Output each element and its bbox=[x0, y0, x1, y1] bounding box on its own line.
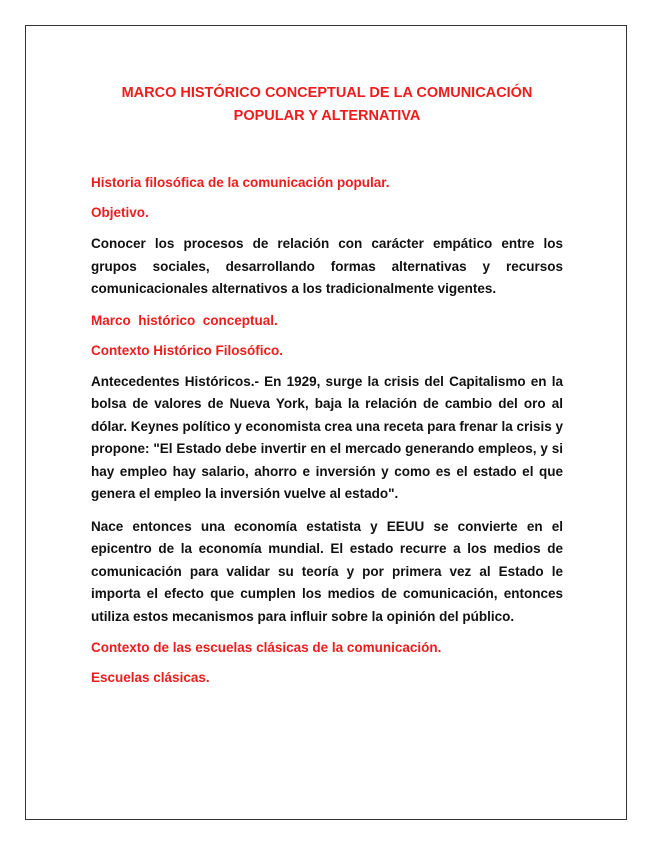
document-body bbox=[91, 173, 563, 698]
heading-contexto-historico: Contexto Histórico Filosófico. bbox=[91, 342, 284, 358]
heading-objetivo: Objetivo. bbox=[91, 205, 149, 220]
paragraph-economia-estatista: Nace entonces una economía estatista y EEUU se convierte en el epicentro de la economía mundial. El estado recurre a los medios de comunicación para validar su teoría y por primera vez al Estado le importa el efecto que cumplen los medios de comunicación, entonces utiliza estos mecanismos para influir sobre la opinión del público. bbox=[91, 518, 563, 624]
document-title: MARCO HISTÓRICO CONCEPTUAL DE LA COMUNICACIÓN POPULAR Y ALTERNATIVA bbox=[121, 85, 533, 124]
heading-contexto-escuelas: Contexto de las escuelas clásicas de la comunicación. bbox=[91, 640, 442, 655]
document-page bbox=[25, 25, 627, 820]
heading-marco-historico: Marco histórico conceptual. bbox=[91, 312, 278, 328]
paragraph-objetivo: Conocer los procesos de relación con carácter empático entre los grupos sociales, desarrollando formas alternativas y recursos comunicacionales alternativos a los tradicionalmente vigentes. bbox=[91, 236, 563, 296]
paragraph-antecedentes: Antecedentes Históricos.- En 1929, surge la crisis del Capitalismo en la bolsa de valores de Nueva York, baja la relación de cambio del oro al dólar. Keynes político y economista crea una receta para frenar la crisis y propone: "El Estado debe invertir en el mercado generando empleos, y si hay empleo hay salario, ahorro e inversión y como es el estado el que genera el empleo la inversión vuelve al estado". bbox=[91, 373, 563, 501]
heading-escuelas-clasicas: Escuelas clásicas. bbox=[91, 670, 210, 685]
heading-historia-filosofica: Historia filosófica de la comunicación popular. bbox=[91, 175, 390, 190]
